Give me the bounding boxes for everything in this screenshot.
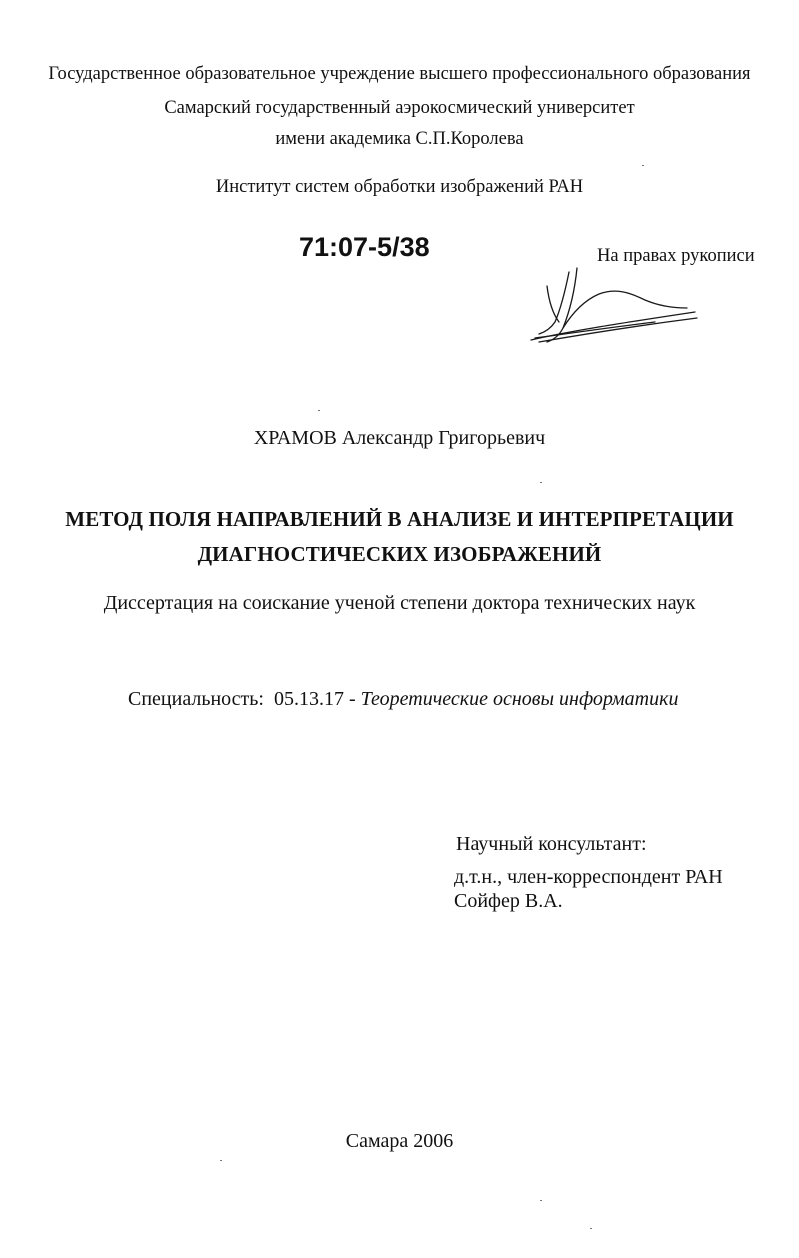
- manuscript-rights-note: На правах рукописи: [597, 246, 755, 266]
- specialty-code: 05.13.17: [273, 688, 344, 710]
- scan-speck: [590, 1228, 592, 1229]
- specialty-name: Теоретические основы информатики: [360, 688, 679, 710]
- thesis-title-line-2: ДИАГНОСТИЧЕСКИХ ИЗОБРАЖЕНИЙ: [197, 542, 602, 566]
- institution-line: Государственное образовательное учреждение высшего профессионального образования: [48, 64, 751, 84]
- city-year: Самара 2006: [345, 1130, 454, 1152]
- scan-speck: [540, 1200, 542, 1201]
- consultant-label: Научный консультант:: [456, 833, 647, 855]
- scan-speck: [642, 165, 644, 166]
- scan-speck: [540, 482, 542, 483]
- thesis-title-line-1: МЕТОД ПОЛЯ НАПРАВЛЕНИЙ В АНАЛИЗЕ И ИНТЕРПРЕТАЦИИ: [65, 507, 734, 531]
- specialty-line: [128, 688, 678, 711]
- scan-speck: [318, 410, 320, 411]
- university-named-after: имени академика С.П.Королева: [275, 129, 524, 149]
- institute-name: Институт систем обработки изображений РАН: [215, 177, 584, 197]
- handwritten-signature: [525, 262, 705, 350]
- scan-speck: [220, 1160, 222, 1161]
- library-code-stamp: 71:07-5/38: [299, 232, 430, 262]
- consultant-name: Сойфер В.А.: [454, 890, 563, 912]
- degree-statement: Диссертация на соискание ученой степени доктора технических наук: [103, 592, 696, 614]
- consultant-title: д.т.н., член-корреспондент РАН: [454, 866, 723, 888]
- university-name: Самарский государственный аэрокосмический университет: [164, 98, 635, 118]
- author-name: ХРАМОВ Александр Григорьевич: [253, 427, 546, 449]
- specialty-label: Специальность:: [128, 688, 264, 710]
- specialty-separator: -: [348, 688, 356, 710]
